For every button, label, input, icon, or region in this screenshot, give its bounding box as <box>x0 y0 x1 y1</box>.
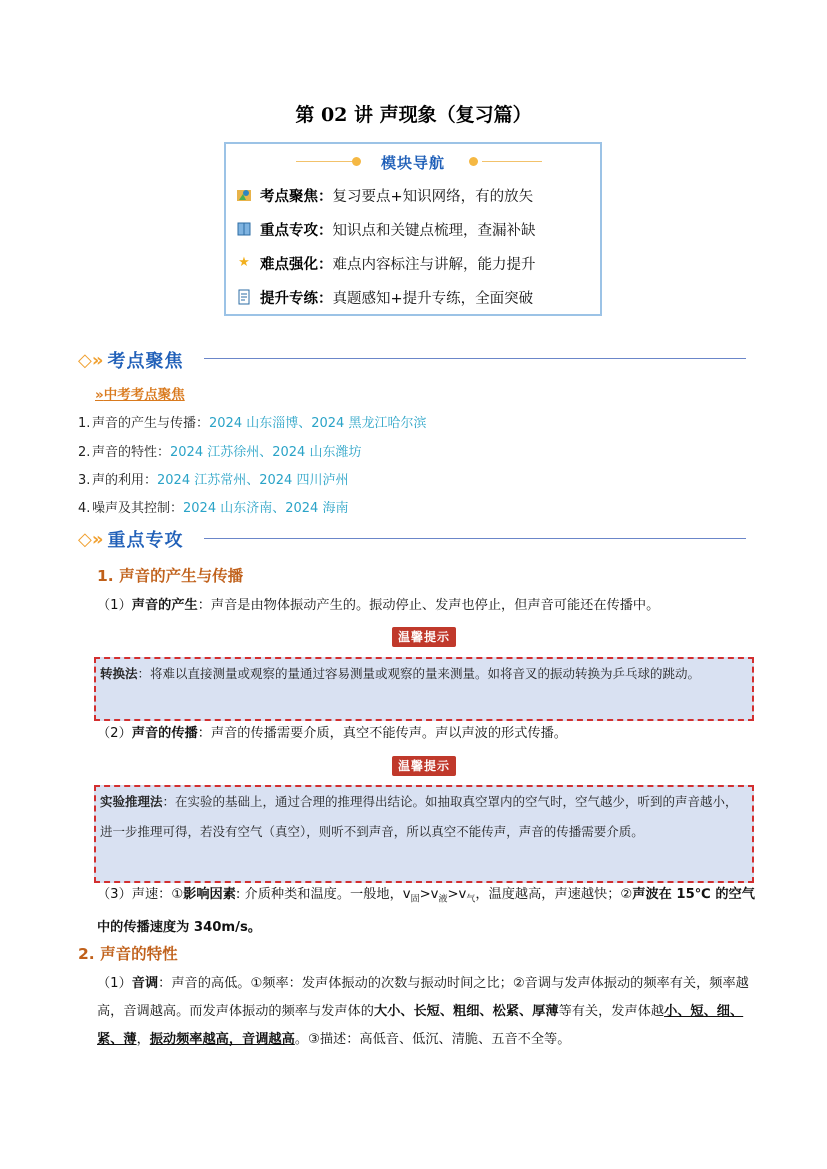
page-title: 第 02 讲 声现象（复习篇） <box>295 104 532 126</box>
star-icon: ★ <box>238 255 250 270</box>
divider <box>482 161 542 162</box>
diamond-chevron-icon: ◇» <box>78 528 104 550</box>
nav-row <box>236 286 533 308</box>
link[interactable]: 2024 山东淄博、2024 黑龙江哈尔滨 <box>209 416 427 431</box>
tip-box: 实验推理法：在实验的基础上，通过合理的推理得出结论。如抽取真空罩内的空气时，空气越少，听到的声音越小，进一步推理可得，若没有空气（真空），则听不到声音，所以真空不能传声，声音的传播需要介质。 <box>94 785 754 883</box>
divider <box>296 161 356 162</box>
dot-icon <box>352 157 361 166</box>
paragraph: （1）声音的产生：声音是由物体振动产生的。振动停止、发声也停止，但声音可能还在传播中。 <box>97 598 660 613</box>
list-item: 2. 声音的特性：2024 江苏徐州、2024 山东潍坊 <box>78 445 362 460</box>
nav-heading: 模块导航 <box>380 154 445 172</box>
nav-row <box>236 218 536 240</box>
link[interactable]: 2024 江苏常州、2024 四川泸州 <box>157 473 349 488</box>
nav-text: 真题感知+提升专练，全面突破 <box>332 290 534 307</box>
nav-label: 考点聚焦： <box>260 188 333 205</box>
list-item: 3. 声的利用：2024 江苏常州、2024 四川泸州 <box>78 473 349 488</box>
diamond-chevron-icon: ◇» <box>78 349 104 371</box>
nav-row <box>236 252 536 274</box>
map-icon <box>236 187 252 203</box>
nav-row <box>236 184 533 206</box>
section-heading <box>78 346 183 374</box>
nav-header <box>226 152 600 172</box>
paragraph: （3）声速：①影响因素: 介质种类和温度。一般地，$v_固>v_液>v_气$，温度越高，声速越快；②声波在 15℃ 的空气中的传播速度为 340m/s。 <box>97 887 755 935</box>
link[interactable]: 2024 山东济南、2024 海南 <box>183 501 349 516</box>
list-item: 4. 噪声及其控制：2024 山东济南、2024 海南 <box>78 501 349 516</box>
nav-text: 知识点和关键点梳理，查漏补缺 <box>332 222 536 239</box>
module-navigation-box <box>224 142 602 316</box>
double-chevron-icon: » <box>95 387 104 403</box>
tip-box: 转换法：将难以直接测量或观察的量通过容易测量或观察的量来测量。如将音叉的振动转换为乒乓球的跳动。 <box>94 657 754 721</box>
tip-badge: 温馨提示 <box>392 627 456 647</box>
dot-icon <box>469 157 478 166</box>
nav-label: 提升专练： <box>260 290 333 307</box>
paragraph: （2）声音的传播：声音的传播需要介质，真空不能传声。声以声波的形式传播。 <box>97 726 567 741</box>
section-rule <box>204 538 746 539</box>
subheading: 1. 声音的产生与传播 <box>97 567 244 585</box>
subheading: 2. 声音的特性 <box>78 945 178 963</box>
section-heading-text: 考点聚焦 <box>107 351 184 372</box>
link[interactable]: 2024 江苏徐州、2024 山东潍坊 <box>170 445 362 460</box>
paragraph: （1）音调：声音的高低。①频率：发声体振动的次数与振动时间之比；②音调与发声体振动的频率有关，频率越高，音调越高。而发声体振动的频率与发声体的大小、长短、粗细、松紧、厚薄等有关，发声体越小、短、细、紧、薄，振动频率越高，音调越高。③描述：高低音、低沉、清脆、五音不全等。 <box>97 976 749 1047</box>
section-heading <box>78 525 183 553</box>
nav-label: 难点强化： <box>260 256 333 273</box>
section-heading-text: 重点专攻 <box>107 530 184 551</box>
note-icon <box>236 289 252 305</box>
nav-text: 难点内容标注与讲解，能力提升 <box>332 256 536 273</box>
book-icon <box>236 221 252 237</box>
section-rule <box>204 358 746 359</box>
subsection-label: »中考考点聚焦 <box>95 387 185 403</box>
list-item: 1. 声音的产生与传播：2024 山东淄博、2024 黑龙江哈尔滨 <box>78 416 427 431</box>
nav-text: 复习要点+知识网络，有的放矢 <box>332 188 534 205</box>
tip-badge: 温馨提示 <box>392 756 456 776</box>
nav-label: 重点专攻： <box>260 222 333 239</box>
